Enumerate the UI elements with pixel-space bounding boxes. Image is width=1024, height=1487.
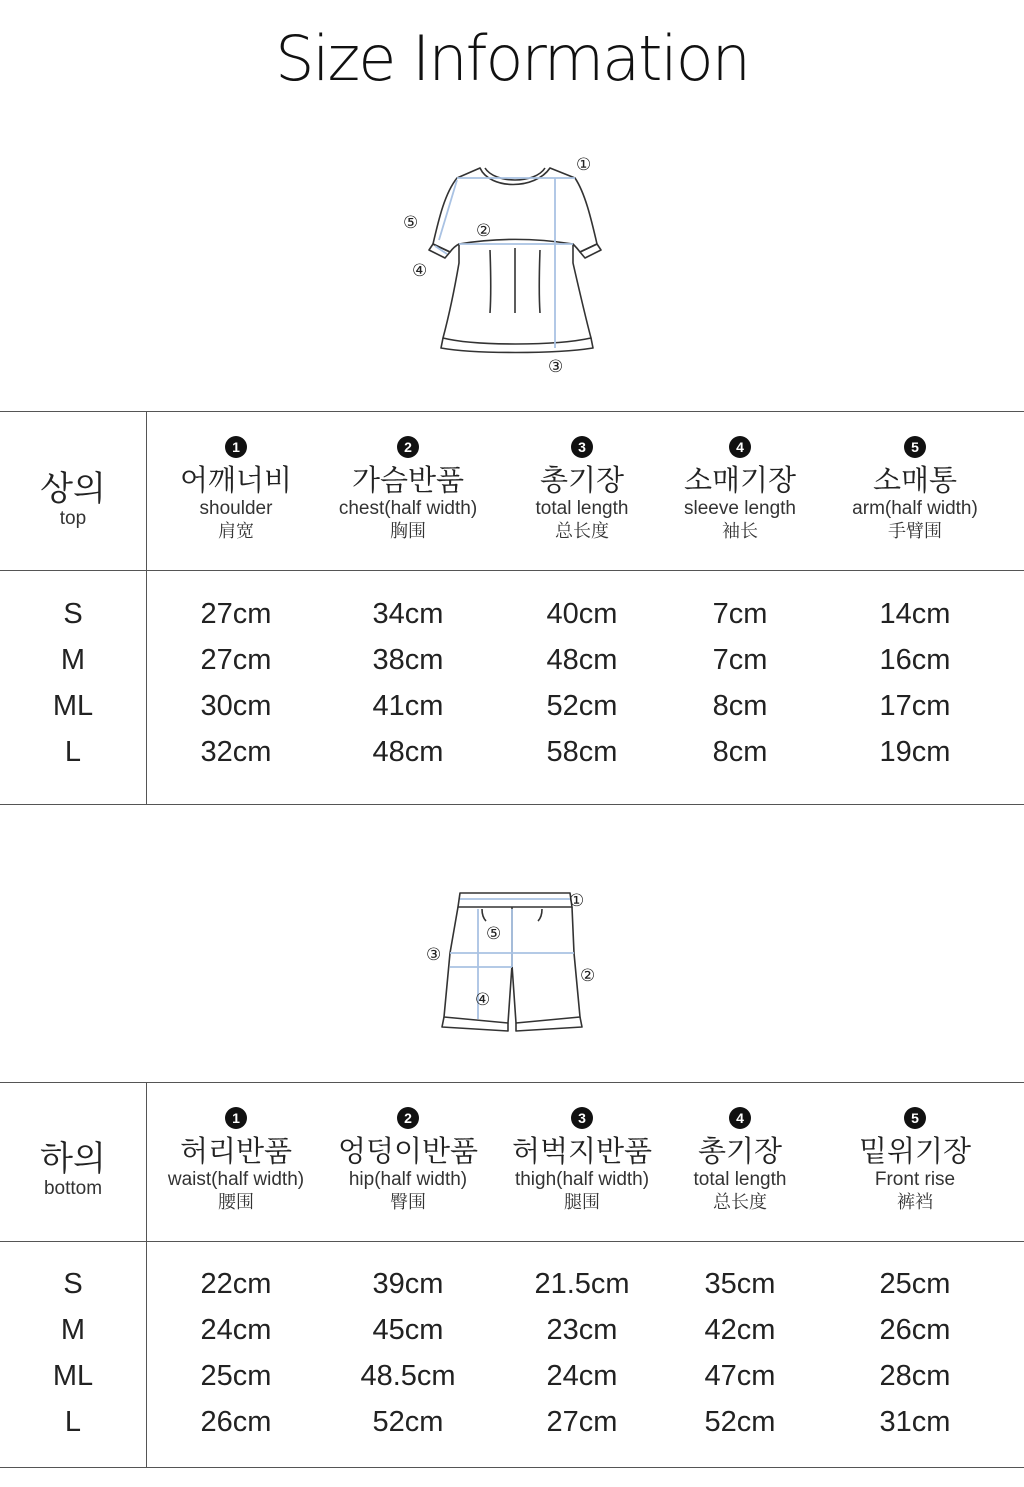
number-badge: 3 (571, 1107, 593, 1129)
table-row (0, 1399, 1024, 1445)
table-cell: 31cm (879, 1406, 951, 1438)
column-label-ko: 밑위기장 (858, 1136, 972, 1168)
column-label-ko: 총기장 (539, 465, 625, 497)
table-cell: 25cm (200, 1360, 272, 1392)
top-category (0, 470, 146, 530)
table-cell: 39cm (372, 1268, 444, 1300)
column-label-cn: 腿围 (564, 1192, 600, 1213)
size-label: ML (52, 1360, 94, 1392)
table-cell: 8cm (712, 690, 768, 722)
column-label-en: total length (693, 1169, 787, 1190)
column-label-en: hip(half width) (348, 1169, 468, 1190)
table-cell: 48.5cm (360, 1360, 456, 1392)
table-cell: 38cm (372, 644, 444, 676)
table-row (0, 683, 1024, 729)
size-label: ML (52, 690, 94, 722)
table-cell: 22cm (200, 1268, 272, 1300)
bottom-category (0, 1140, 146, 1200)
column-label-en: Front rise (874, 1169, 956, 1190)
top-table-border-bottom (0, 804, 1024, 805)
top-table-border-top (0, 411, 1024, 412)
number-badge: 1 (225, 1107, 247, 1129)
column-label-en: waist(half width) (167, 1169, 305, 1190)
table-cell: 14cm (879, 598, 951, 630)
bottom-col-waist (141, 1107, 331, 1215)
table-cell: 40cm (546, 598, 618, 630)
column-label-en: total length (535, 498, 629, 519)
column-label-en: arm(half width) (852, 498, 978, 519)
top-col-arm (820, 436, 1010, 544)
table-cell: 28cm (879, 1360, 951, 1392)
table-cell: 48cm (546, 644, 618, 676)
bottom-table-border-bottom (0, 1467, 1024, 1468)
column-label-en: chest(half width) (338, 498, 478, 519)
table-row (0, 591, 1024, 637)
marker-1: ① (576, 155, 592, 175)
marker-3: ③ (426, 945, 442, 965)
column-label-en: shoulder (199, 498, 273, 519)
number-badge: 4 (729, 436, 751, 458)
table-cell: 27cm (200, 598, 272, 630)
bottom-col-hip (313, 1107, 503, 1215)
size-label: L (64, 1406, 82, 1438)
table-cell: 41cm (372, 690, 444, 722)
column-label-cn: 腰围 (218, 1192, 254, 1213)
table-cell: 32cm (200, 736, 272, 768)
table-cell: 48cm (372, 736, 444, 768)
table-cell: 45cm (372, 1314, 444, 1346)
bottom-col-total-length (645, 1107, 835, 1215)
column-label-cn: 胸围 (390, 521, 426, 542)
size-label: L (64, 736, 82, 768)
column-label-cn: 裤裆 (897, 1192, 933, 1213)
column-label-cn: 肩宽 (218, 521, 254, 542)
bottom-garment-illustration (420, 885, 600, 1035)
column-label-ko: 엉덩이반품 (337, 1136, 479, 1168)
top-table-header-divider (0, 570, 1024, 571)
table-cell: 16cm (879, 644, 951, 676)
top-col-chest (313, 436, 503, 544)
table-cell: 27cm (200, 644, 272, 676)
marker-4: ④ (412, 261, 428, 281)
column-label-cn: 总长度 (555, 521, 609, 542)
table-cell: 8cm (712, 736, 768, 768)
table-cell: 58cm (546, 736, 618, 768)
size-label: M (60, 1314, 86, 1346)
table-row (0, 1261, 1024, 1307)
table-cell: 24cm (200, 1314, 272, 1346)
table-cell: 7cm (712, 644, 768, 676)
table-cell: 52cm (372, 1406, 444, 1438)
table-cell: 21.5cm (534, 1268, 630, 1300)
table-row (0, 729, 1024, 775)
table-row (0, 637, 1024, 683)
bottom-table-border-top (0, 1082, 1024, 1083)
column-label-cn: 手臂围 (888, 521, 942, 542)
column-label-cn: 臀围 (390, 1192, 426, 1213)
column-label-ko: 어깨너비 (179, 465, 293, 497)
table-cell: 34cm (372, 598, 444, 630)
table-cell: 30cm (200, 690, 272, 722)
column-label-ko: 총기장 (697, 1136, 783, 1168)
column-label-cn: 袖长 (722, 521, 758, 542)
table-cell: 25cm (879, 1268, 951, 1300)
marker-2: ② (476, 221, 492, 241)
table-cell: 26cm (879, 1314, 951, 1346)
table-cell: 17cm (879, 690, 951, 722)
table-cell: 42cm (704, 1314, 776, 1346)
bottom-table-header-divider (0, 1241, 1024, 1242)
table-cell: 19cm (879, 736, 951, 768)
bottom-category-en: bottom (43, 1178, 103, 1199)
marker-5: ⑤ (403, 213, 419, 233)
table-cell: 23cm (546, 1314, 618, 1346)
bottom-col-front-rise (820, 1107, 1010, 1215)
top-col-sleeve-length (645, 436, 835, 544)
table-cell: 52cm (704, 1406, 776, 1438)
marker-3: ③ (548, 357, 564, 377)
size-label: S (63, 1268, 83, 1300)
top-category-en: top (59, 508, 87, 529)
column-label-en: thigh(half width) (514, 1169, 650, 1190)
number-badge: 2 (397, 1107, 419, 1129)
top-garment-illustration (395, 148, 615, 378)
size-label: M (60, 644, 86, 676)
number-badge: 3 (571, 436, 593, 458)
marker-4: ④ (475, 990, 491, 1010)
bottom-category-ko: 하의 (40, 1140, 106, 1178)
number-badge: 4 (729, 1107, 751, 1129)
table-row (0, 1307, 1024, 1353)
number-badge: 1 (225, 436, 247, 458)
number-badge: 2 (397, 436, 419, 458)
marker-2: ② (580, 966, 596, 986)
column-label-ko: 가슴반품 (351, 465, 465, 497)
marker-5: ⑤ (486, 924, 502, 944)
page-title: Size Information (275, 22, 749, 95)
table-cell: 52cm (546, 690, 618, 722)
column-label-en: sleeve length (684, 498, 796, 519)
size-label: S (63, 598, 83, 630)
column-label-ko: 소매통 (872, 465, 958, 497)
number-badge: 5 (904, 436, 926, 458)
table-cell: 35cm (704, 1268, 776, 1300)
top-col-shoulder (141, 436, 331, 544)
column-label-cn: 总长度 (713, 1192, 767, 1213)
column-label-ko: 소매기장 (683, 465, 797, 497)
table-cell: 26cm (200, 1406, 272, 1438)
number-badge: 5 (904, 1107, 926, 1129)
table-cell: 7cm (712, 598, 768, 630)
marker-1: ① (569, 891, 585, 911)
table-cell: 27cm (546, 1406, 618, 1438)
column-label-ko: 허리반품 (179, 1136, 293, 1168)
column-label-ko: 허벅지반품 (511, 1136, 653, 1168)
table-row (0, 1353, 1024, 1399)
table-cell: 24cm (546, 1360, 618, 1392)
top-category-ko: 상의 (40, 470, 106, 508)
table-cell: 47cm (704, 1360, 776, 1392)
